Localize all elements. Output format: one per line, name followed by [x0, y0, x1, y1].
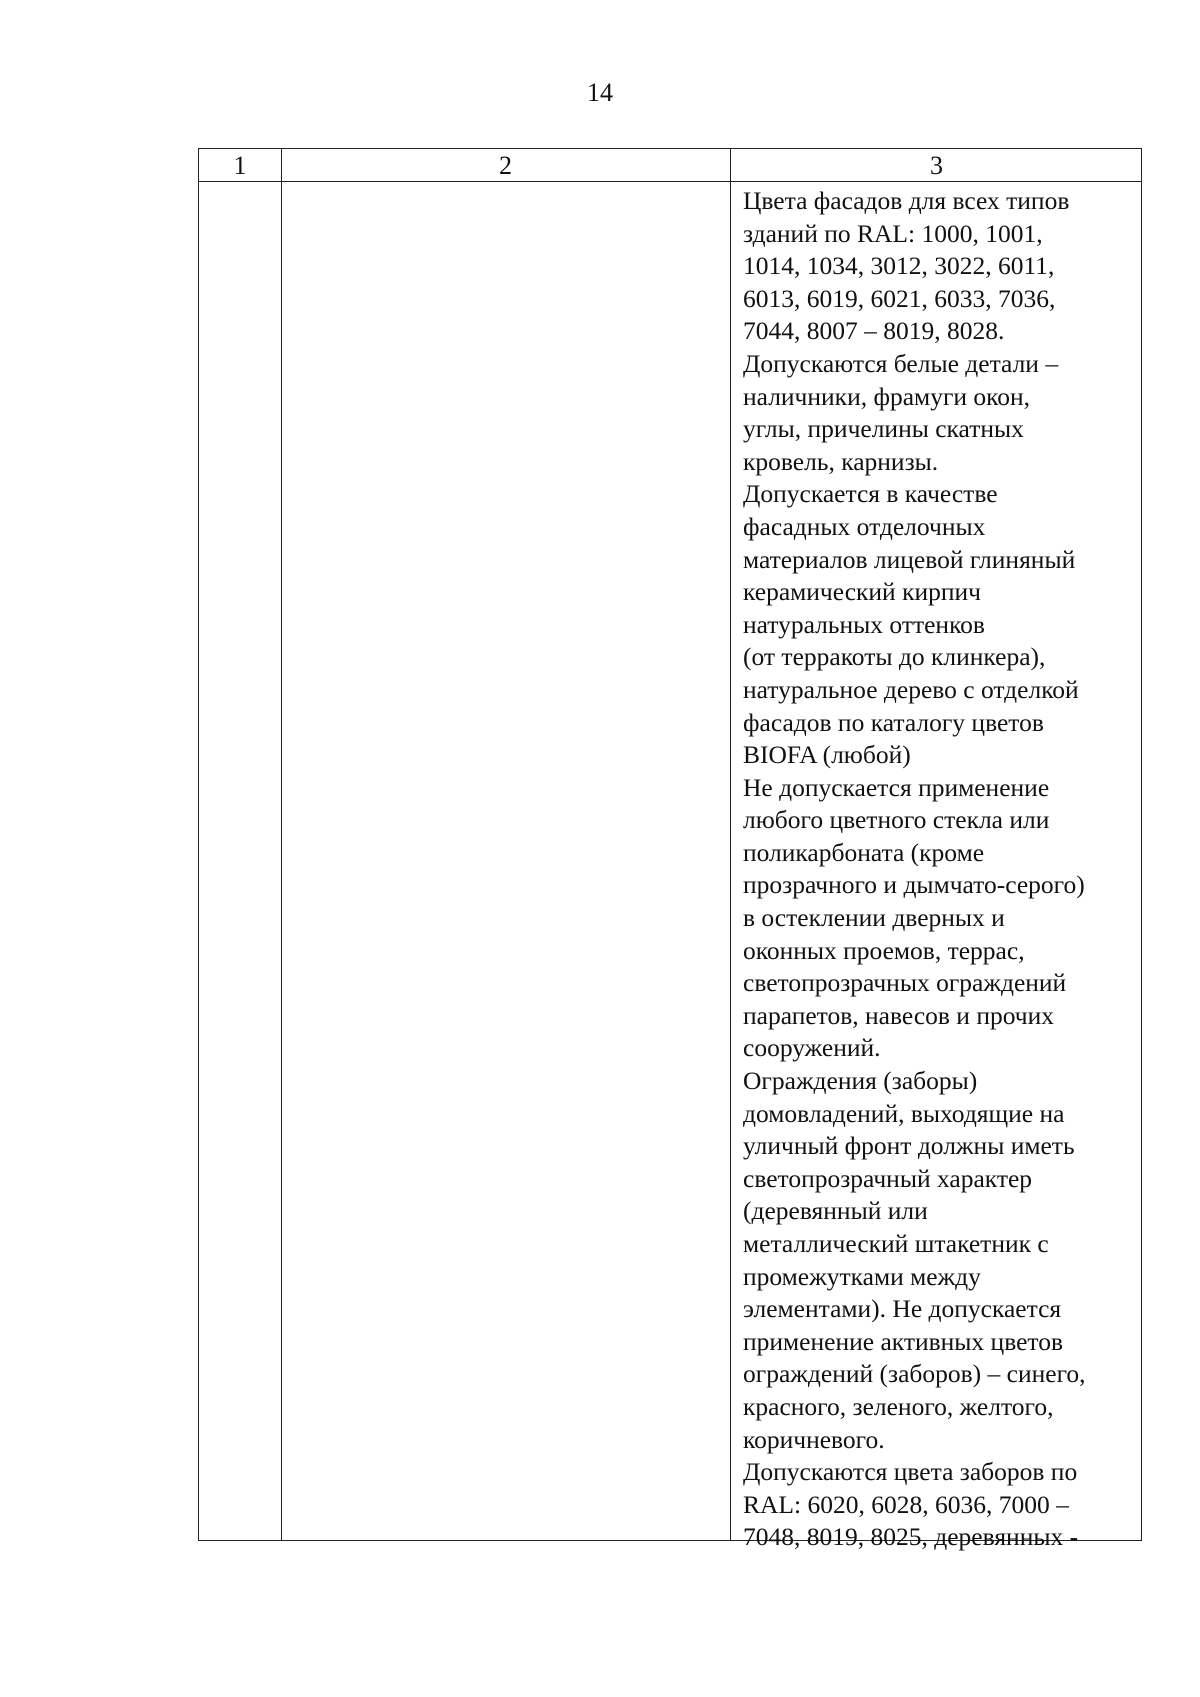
cell-text-line: в остеклении дверных и: [743, 903, 1005, 933]
cell-text-line: зданий по RAL: 1000, 1001,: [743, 218, 1043, 248]
page-number: 14: [587, 78, 613, 107]
cell-text-line: светопрозрачный характер: [743, 1163, 1033, 1193]
cell-text-line: применение активных цветов: [743, 1326, 1064, 1356]
column-divider-1: [281, 149, 282, 1540]
cell-text-line: красного, зеленого, желтого,: [743, 1391, 1054, 1421]
cell-text-line: наличники, фрамуги окон,: [743, 381, 1031, 411]
cell-text-line: домовладений, выходящие на: [743, 1098, 1065, 1128]
cell-text-line: сооружений.: [743, 1033, 881, 1063]
column-header-2: 2: [499, 151, 512, 180]
cell-text-line: Не допускается применение: [743, 772, 1050, 802]
cell-text-line: натуральное дерево с отделкой: [743, 674, 1079, 704]
cell-text-line: элементами). Не допускается: [743, 1294, 1062, 1324]
cell-text-line: парапетов, навесов и прочих: [743, 1000, 1055, 1030]
column-header-1: 1: [233, 151, 247, 180]
cell-text-line: оконных проемов, террас,: [743, 935, 1025, 965]
cell-text-line: Допускаются цвета заборов по: [743, 1457, 1078, 1487]
cell-text-line: 7048, 8019, 8025, деревянных -: [743, 1522, 1079, 1552]
cell-text-line: (деревянный или: [743, 1196, 928, 1226]
cell-text-line: углы, причелины скатных: [743, 414, 1024, 444]
cell-text-line: ограждений (заборов) – синего,: [743, 1359, 1086, 1389]
cell-text-line: 6013, 6019, 6021, 6033, 7036,: [743, 283, 1056, 313]
cell-text-line: (от терракоты до клинкера),: [743, 642, 1046, 672]
cell-text-line: Допускается в качестве: [743, 479, 998, 509]
cell-text-line: фасадных отделочных: [743, 511, 986, 541]
column-header-3: 3: [930, 151, 943, 180]
cell-text-line: любого цветного стекла или: [743, 805, 1050, 835]
cell-text-line: Допускаются белые детали –: [743, 348, 1059, 378]
cell-text-line: светопрозрачных ограждений: [743, 968, 1067, 998]
cell-text-line: промежутками между: [743, 1261, 981, 1291]
column-divider-2: [730, 149, 731, 1540]
header-row-divider: [199, 181, 1141, 182]
cell-text-line: материалов лицевой глиняный: [743, 544, 1076, 574]
cell-text-line: керамический кирпич: [743, 577, 981, 607]
cell-text-line: прозрачного и дымчато-серого): [743, 870, 1085, 900]
cell-text-line: кровель, карнизы.: [743, 446, 939, 476]
cell-text-line: фасадов по каталогу цветов: [743, 707, 1044, 737]
cell-text-line: натуральных оттенков: [743, 609, 985, 639]
cell-text-line: 7044, 8007 – 8019, 8028.: [743, 316, 1005, 346]
cell-text-line: Ограждения (заборы): [743, 1066, 978, 1096]
cell-text-line: поликарбоната (кроме: [743, 837, 985, 867]
cell-text-line: BIOFA (любой): [743, 740, 911, 770]
document-table: [198, 148, 1142, 1552]
cell-text-line: металлический штакетник с: [743, 1229, 1049, 1258]
cell-text-line: RAL: 6020, 6028, 6036, 7000 –: [743, 1489, 1069, 1519]
table-cell-column-3: [743, 185, 1139, 1554]
cell-text-line: коричневого.: [743, 1424, 885, 1454]
cell-text-line: уличный фронт должны иметь: [743, 1131, 1075, 1161]
cell-text-line: Цвета фасадов для всех типов: [743, 186, 1070, 215]
cell-text-line: 1014, 1034, 3012, 3022, 6011,: [743, 251, 1055, 281]
